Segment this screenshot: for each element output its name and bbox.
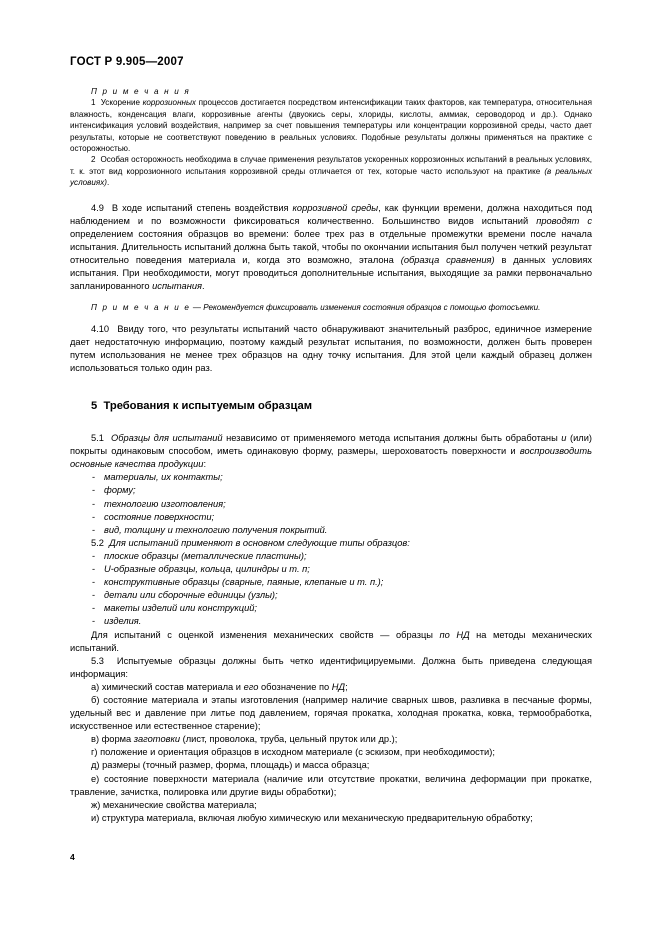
list-item: - детали или сборочные единицы (узлы);	[70, 589, 592, 602]
page-header-standard-number: ГОСТ Р 9.905—2007	[70, 56, 184, 68]
note-item-1: 1 Ускорение коррозионных процессов достигается посредством интенсификации таких факторов, как температура, относительная влажность, конденсация влаги, коррозивные агенты (двуокись серы, хлориды, кислоты, аммиак, сероводород и др.). Однако интенсификация условий воздействия, например за счет повышения температуры или концентрации коррозивной среды, часто дает результаты, которые не соответствуют поведению в реальных условиях. Подобные результаты должны применяться на практике с осторожностью.	[70, 98, 593, 154]
list-item: - форму;	[70, 484, 592, 497]
list-item: - материалы, их контакты;	[70, 471, 592, 484]
list-item: - изделия.	[70, 615, 592, 628]
clause-5-2-dash-list	[70, 550, 592, 629]
dash-marker: -	[92, 564, 96, 575]
spacer	[70, 413, 592, 432]
notes-heading: П р и м е ч а н и я	[91, 87, 191, 96]
clause-5-2-lead: 5.2 Для испытаний применяют в основном следующие типы образцов:	[91, 537, 410, 548]
spacer	[70, 314, 592, 323]
notes-block	[70, 86, 592, 189]
dash-marker: -	[92, 511, 96, 522]
spacer	[70, 189, 592, 202]
list-item: - конструктивные образцы (сварные, паяные, клепаные и т. п.);	[70, 576, 592, 589]
clause-5-3-item-b: б) состояние материала и этапы изготовления (например наличие сварных швов, разливка в песчаные формы, удельный вес и давление при литье под давлением, горячая прокатка, холодная прокатка, ковка, термообработка, искусственное или естественное старение);	[70, 694, 592, 732]
spacer	[70, 293, 592, 302]
dash-marker: -	[92, 590, 96, 601]
clause-5-3-item-d: д) размеры (точный размер, форма, площадь) и масса образца;	[91, 760, 370, 771]
dash-marker: -	[92, 550, 96, 561]
clause-5-3-item-a: а) химический состав материала и его обозначение по НД;	[91, 681, 348, 692]
list-item: - макеты изделий или конструкций;	[70, 602, 592, 615]
clause-5-3-item-zh: ж) механические свойства материала;	[91, 799, 257, 810]
clause-5-3-item-v: в) форма заготовки (лист, проволока, труба, цельный пруток или др.);	[91, 734, 398, 745]
list-item: - вид, толщину и технологию получения покрытий.	[70, 524, 592, 537]
clause-5-3-item-g: г) положение и ориентация образцов в исходном материале (с эскизом, при необходимости);	[91, 747, 495, 758]
clause-4-9: 4.9 В ходе испытаний степень воздействия коррозивной среды, как функции времени, должна находиться под наблюдением и по возможности фиксироваться количественно. Большинство видов испытаний проводят с определением состояния образцов во времени: более трех раз в отдельные промежутки времени после начала испытания. Длительность испытаний должна быть такой, чтобы по окончании испытания был получен четкий результат относительно поведения материала и, когда это возможно, эталона (образца сравнения) в данных условиях испытания. При необходимости, могут проводиться дополнительные испытания, выходящие за рамки первоначально запланированного испытания.	[70, 202, 593, 292]
page-number: 4	[70, 852, 75, 862]
dash-marker: -	[92, 616, 96, 627]
dash-marker: -	[92, 524, 96, 535]
list-item: - U-образные образцы, кольца, цилиндры и т. п;	[70, 563, 592, 576]
clause-5-1-dash-list	[70, 471, 592, 536]
list-item: - технологию изготовления;	[70, 498, 592, 511]
dash-marker: -	[92, 603, 96, 614]
list-item: - состояние поверхности;	[70, 511, 592, 524]
note-item-2: 2 Особая осторожность необходима в случае применения результатов ускоренных коррозионных испытаний в реальных условиях, т. к. этот вид коррозионного испытания коррозивной среды отличается от тех, которые часто используют на практике (в реальных условиях).	[70, 155, 593, 188]
spacer	[70, 375, 592, 399]
section-5-heading: 5 Требования к испытуемым образцам	[91, 400, 312, 413]
note-single: П р и м е ч а н и е — Рекомендуется фиксировать изменения состояния образцов с помощью фотосъемки.	[91, 303, 541, 313]
dash-marker: -	[92, 485, 96, 496]
dash-marker: -	[92, 498, 96, 509]
list-item: - плоские образцы (металлические пластины);	[70, 550, 592, 563]
clause-5-3-lead: 5.3 Испытуемые образцы должны быть четко идентифицируемыми. Должна быть приведена следующая информация:	[70, 655, 592, 679]
clause-5-3-item-i: и) структура материала, включая любую химическую или механическую предварительную обработку;	[91, 812, 533, 823]
dash-marker: -	[92, 472, 96, 483]
clause-5-2-closing: Для испытаний с оценкой изменения механических свойств — образцы по НД на методы механических испытаний.	[70, 629, 592, 653]
page-body-column	[70, 86, 592, 825]
clause-5-3-item-e: е) состояние поверхности материала (наличие или отсутствие прокатки, величина деформации при прокатке, травление, зачистка, полировка или другие виды обработки);	[70, 773, 592, 797]
clause-5-1: 5.1 Образцы для испытаний независимо от применяемого метода испытания должны быть обработаны и (или) покрыты одинаковым способом, иметь одинаковую форму, размеры, шероховатость поверхности и воспроизводить основные качества продукции:	[70, 433, 593, 470]
clause-4-10: 4.10 Ввиду того, что результаты испытаний часто обнаруживают значительный разброс, единичное измерение дает недостаточную информацию, поэтому каждый результат испытания, по возможности, должен быть проверен путем использования не менее трех образцов на одну точку испытания. Для этой цели каждый образец должен использоваться только один раз.	[70, 323, 592, 373]
dash-marker: -	[92, 577, 96, 588]
